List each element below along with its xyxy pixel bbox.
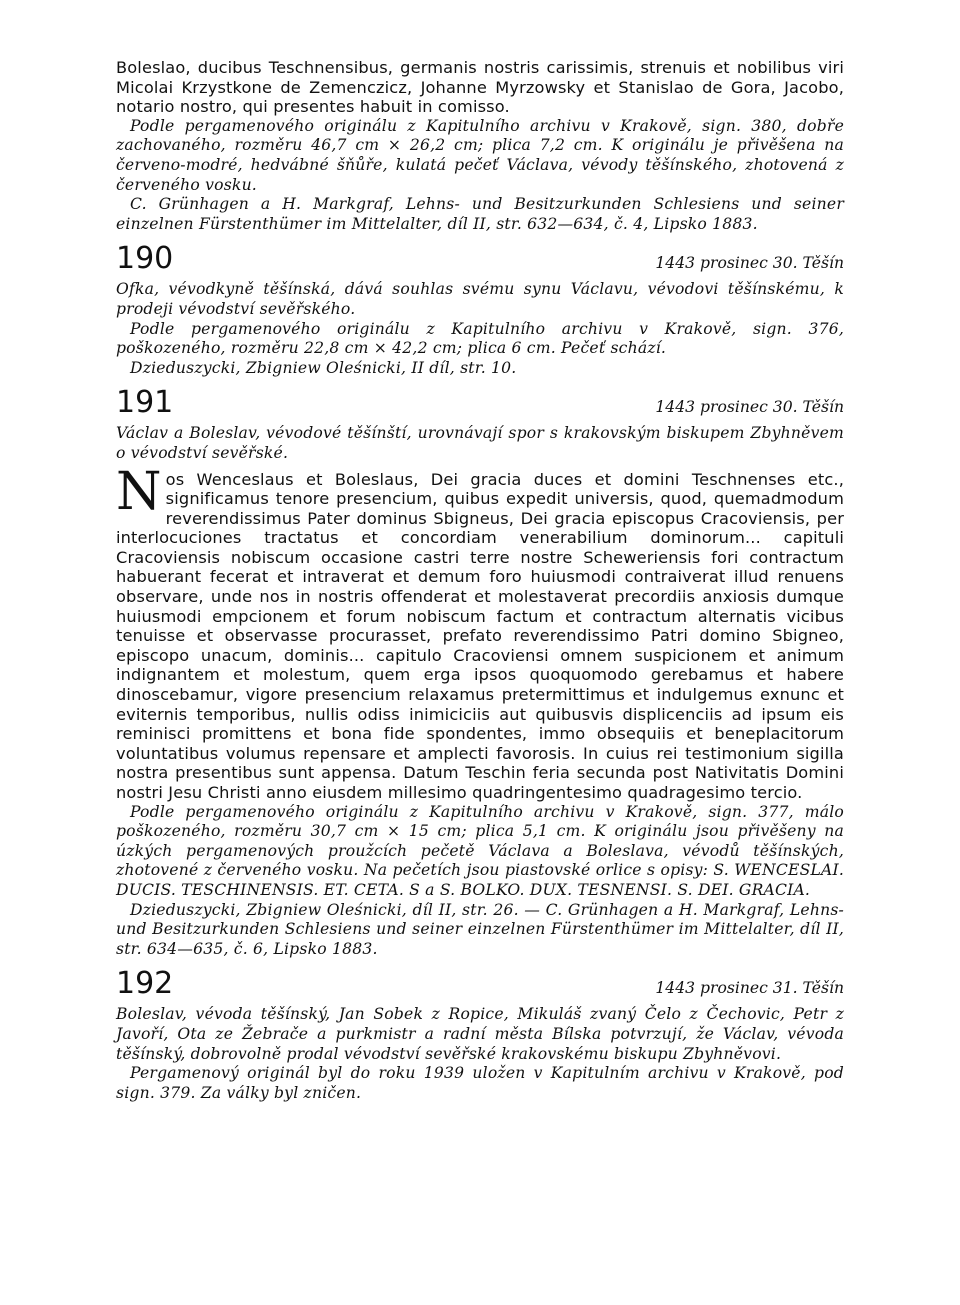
previous-literature: C. Grünhagen a H. Markgraf, Lehns- und Besitzurkunden Schlesiens und seiner einzelnen Fürstenthümer im Mittelalter, díl II, str. 632—634, č. 4, Lipsko 1883. <box>116 195 844 233</box>
document-192-source-note: Pergamenový originál byl do roku 1939 uložen v Kapitulním archivu v Krakově, pod sign. 379. Za války byl zničen. <box>116 1064 844 1102</box>
document-number: 192 <box>116 966 174 1002</box>
document-date-place: 1443 prosinec 30. Těšín <box>655 254 844 273</box>
document-191-source-note: Podle pergamenového originálu z Kapitulního archivu v Krakově, sign. 377, málo poškozeného, rozměru 30,7 cm × 15 cm; plica 5,1 cm. K originálu jsou přivěšeny na úzkých pergamenových proužcích pečetě Václava a Boleslava, vévodů těšínských, zhotovené z červeného vosku. Na pečetích jsou piastovské orlice s opisy: S. WENCESLAI. DUCIS. TESCHINENSIS. ET. CETA. S a S. BOLKO. DUX. TESNENSI. S. DEI. GRACIA. <box>116 802 844 899</box>
document-190-literature: Dzieduszycki, Zbigniew Oleśnicki, II díl, str. 10. <box>130 358 517 377</box>
document-191-regest: Václav a Boleslav, vévodové těšínští, urovnávají spor s krakovským biskupem Zbyhněvem o vévodství sevěřské. <box>116 424 844 462</box>
document-191-body: os Wenceslaus et Boleslaus, Dei gracia duces et domini Teschnenses etc., significamus tenore presencium, quibus expedit universis, quod, quemadmodum reverendissimus Pater dominus Sbigneus, Dei gracia episcopus Cracoviensis, per interlocuciones tractatus et concordiam venerabilium dominorum... capituli Cracoviensis nobiscum occasione castri terre nostre Scheweriensis fori contractum habuerant fecerat et intraverat et demum foro huiusmodi contraiverat illud renuens observare, unde nos in nostris offenderat et molestaverat precordiis anxiosis dumque huiusmodi empcionem et forum nobiscum factum et contractum alternatis vicibus tenuisse et observasse procurasset, prefato reverendissimo Patri domino Sbigneo, episcopo unacum, dominis... capitulo Cracoviensi omnem suspicionem et animum indignantem et molestum, quem erga ipsos quoquomodo gerebamus et habere dinoscebamur, vigore presencium relaxamus pretermittimus et indulgemus exnunc et eviternis temporibus, nullis odiss inimiciciis aut quibusvis displicenciis ad ipsum eis reminisci promittens et bona fide spondentes, immo obsequiis et beneplacitorum voluntatibus volumus repensare et amplecti favorosis. In cuius rei testimonium sigilla nostra presentibus sunt appensa. Datum Teschin feria secunda post Nativitatis Domini nostri Jesu Christi anno eiusdem millesimo quadringentesimo quadragesimo tercio. <box>116 469 844 802</box>
drop-initial: N <box>116 461 162 522</box>
document-191-text <box>116 461 844 803</box>
document-190-header <box>116 242 844 276</box>
document-190-regest: Ofka, vévodkyně těšínská, dává souhlas svému synu Václavu, vévodovi těšínskému, k prodeji vévodství sevěřského. <box>116 280 844 318</box>
document-number: 191 <box>116 385 174 421</box>
previous-source-note: Podle pergamenového originálu z Kapitulního archivu v Krakově, sign. 380, dobře zachovaného, rozměru 46,7 cm × 26,2 cm; plica 7,2 cm. K originálu je přivěšena na červeno-modré, hedvábné šňůře, kulatá pečeť Václava, vévody těšínského, zhotovená z červeného vosku. <box>116 116 844 194</box>
document-190-source-note: Podle pergamenového originálu z Kapitulního archivu v Krakově, sign. 376, poškozeného, rozměru 22,8 cm × 42,2 cm; plica 6 cm. Pečeť schází. <box>116 319 844 358</box>
previous-document-text: Boleslao, ducibus Teschnensibus, germanis nostris carissimis, strenuis et nobilibus viri Micolai Krzystkone de Zemenczicz, Johanne Myrzowsky et Stanislao de Gora, Jacobo, notario nostro, qui presentes habuit in comisso. <box>116 58 844 117</box>
document-number: 190 <box>116 241 174 277</box>
document-page <box>116 58 844 1103</box>
document-192-header <box>116 967 844 1001</box>
document-191-header <box>116 386 844 420</box>
document-date-place: 1443 prosinec 30. Těšín <box>655 398 844 417</box>
document-191-literature: Dzieduszycki, Zbigniew Oleśnicki, díl II, str. 26. — C. Grünhagen a H. Markgraf, Lehns- und Besitzurkunden Schlesiens und seiner einzelnen Fürstenthümer im Mittelalter, díl II, str. 634—635, č. 6, Lipsko 1883. <box>116 900 844 958</box>
document-192-regest: Boleslav, vévoda těšínský, Jan Sobek z Ropice, Mikuláš zvaný Čelo z Čechovic, Petr z Javoří, Ota ze Žebrače a purkmistr a radní města Bílska potvrzují, že Václav, vévoda těšínský, dobrovolně prodal vévodství sevěřské krakovskému biskupu Zbyhněvovi. <box>116 1005 844 1063</box>
document-date-place: 1443 prosinec 31. Těšín <box>655 979 844 998</box>
